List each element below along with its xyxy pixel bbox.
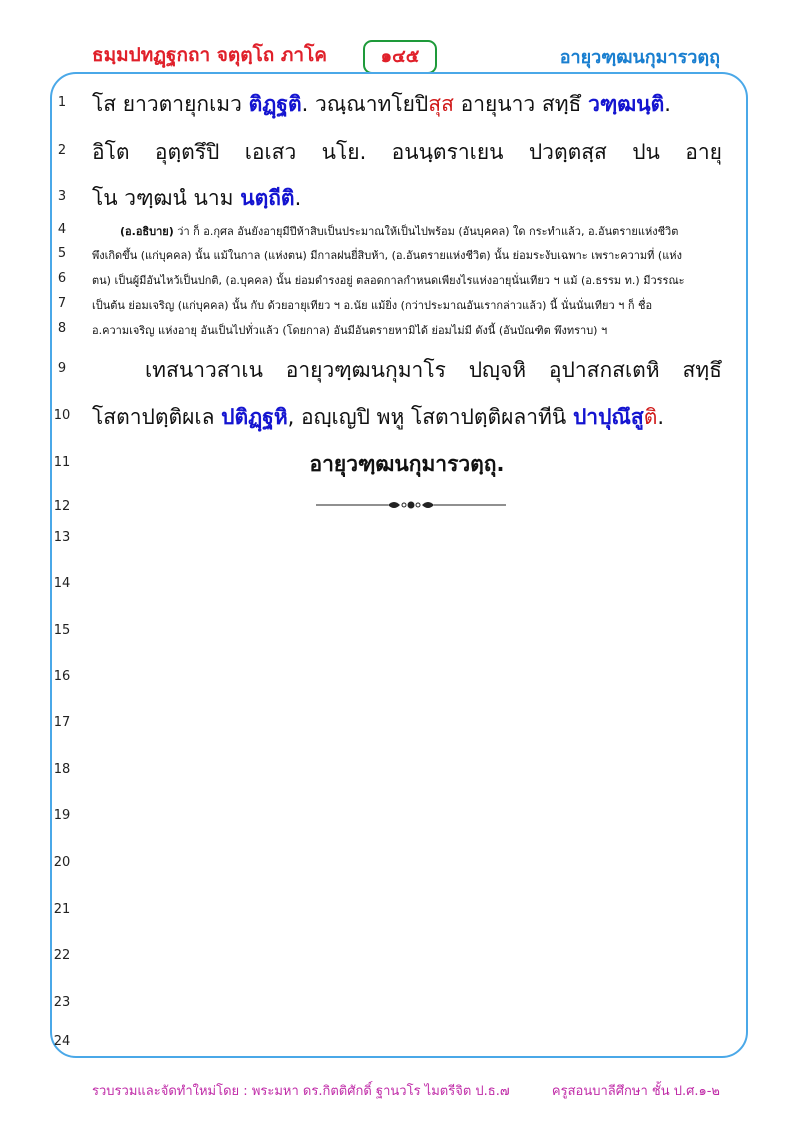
pali-text: . bbox=[294, 186, 302, 210]
pali-word: อายุวฑฺฒนกุมาโร bbox=[285, 358, 446, 382]
pali-text: . bbox=[657, 405, 665, 429]
line-number: 6 bbox=[57, 271, 67, 286]
footer-course: ครูสอนบาลีศึกษา ชั้น ป.ศ.๑-๒ bbox=[551, 1084, 720, 1099]
pali-text: โส ยาวตายุกเมว bbox=[92, 92, 242, 116]
line-number: 2 bbox=[57, 143, 67, 158]
line-number: 19 bbox=[53, 808, 71, 823]
pali-word: ปวตฺตสฺส bbox=[528, 140, 607, 164]
line-number: 15 bbox=[53, 623, 71, 638]
pali-word: ปน bbox=[632, 140, 660, 164]
pali-text: . วณฺณาทโยปิ bbox=[301, 92, 429, 116]
book-title: ธมฺมปทฏฺฐกถา จตุตฺโถ ภาโค bbox=[92, 44, 328, 66]
line-number: 3 bbox=[57, 189, 67, 204]
line-number: 10 bbox=[53, 408, 71, 423]
commentary-line-6: ตน) เป็นผู้มีอันไหว้เป็นปกติ, (อ.บุคคล) นั้น ย่อมดำรงอยู่ ตลอดกาลกำหนดเพียงไรแห่งอายุนั่นเทียว ฯ แม้ (อ.ธรรม ท.) มีวรรณะ bbox=[92, 274, 685, 287]
commentary-line-4 bbox=[120, 222, 722, 240]
line-number: 24 bbox=[53, 1034, 71, 1049]
footer bbox=[92, 1080, 720, 1101]
line-number: 12 bbox=[53, 499, 71, 514]
pali-verb: นตฺถีติ bbox=[240, 186, 295, 210]
pali-line-2 bbox=[92, 136, 722, 169]
line-number: 1 bbox=[57, 95, 67, 110]
pali-verb: ปติฏฺฐหิ bbox=[221, 405, 288, 429]
pali-line-10 bbox=[92, 401, 722, 434]
pali-verb: ติฏฺฐติ bbox=[248, 92, 302, 116]
pali-word: อายุ bbox=[685, 140, 722, 164]
pali-word: อุปาสกสเตหิ bbox=[548, 358, 660, 382]
line-number: 21 bbox=[53, 902, 71, 917]
footer-author: รวบรวมและจัดทำใหม่โดย : พระมหา ดร.กิตติศักดิ์ ฐานวโร ไมตรีจิต ป.ธ.๗ bbox=[92, 1084, 510, 1099]
pali-text: โสตาปตฺติผเล bbox=[92, 405, 215, 429]
pali-word: อุตฺตรึปิ bbox=[154, 140, 220, 164]
line-number: 13 bbox=[53, 530, 71, 545]
pali-text: . bbox=[664, 92, 671, 116]
commentary-line-7: เป็นต้น ย่อมเจริญ (แก่บุคคล) นั้น กับ ด้วยอายุเทียว ฯ อ.นัย แม้ยิ่ง (กว่าประมาณอันเรากล่าวแล้ว) นี้ นั่นนั่นเทียว ฯ ก็ ชื่อ bbox=[92, 299, 653, 312]
pali-word: เอเสว bbox=[244, 140, 297, 164]
line-number: 9 bbox=[57, 361, 67, 376]
pali-ending: สุส bbox=[428, 92, 454, 116]
page-frame bbox=[50, 72, 748, 1058]
ornament-divider bbox=[316, 498, 506, 512]
pali-line-3 bbox=[92, 182, 722, 215]
pali-word: อนนฺตราเยน bbox=[391, 140, 504, 164]
line-number: 17 bbox=[53, 715, 71, 730]
line-number: 22 bbox=[53, 948, 71, 963]
line-number: 5 bbox=[57, 246, 67, 261]
page-number: ๑๔๕ bbox=[363, 40, 437, 74]
commentary-text: ว่า ก็ อ.กุศล อันยังอายุมีปีห้าสิบเป็นประมาณให้เป็นไปพร้อม (อันบุคคล) ใด กระทำแล้ว, อ.อันตรายแห่งชีวิต bbox=[177, 225, 679, 238]
line-number: 7 bbox=[57, 296, 67, 311]
pali-word: ปญฺจหิ bbox=[468, 358, 527, 382]
pali-text: โน วฑฺฒนํ นาม bbox=[92, 186, 234, 210]
line-number: 16 bbox=[53, 669, 71, 684]
pali-text: , อญฺเญปิ พหู โสตาปตฺติผลาทีนิ bbox=[287, 405, 567, 429]
pali-word: สทฺธึ bbox=[682, 358, 722, 382]
pali-line-1 bbox=[92, 88, 722, 121]
line-number: 14 bbox=[53, 576, 71, 591]
pali-verb: ปาปุณึสู bbox=[572, 405, 644, 429]
line-number: 11 bbox=[53, 455, 71, 470]
pali-ending: ติ bbox=[643, 405, 658, 429]
pali-text: อายุนาว สทฺธึ bbox=[460, 92, 582, 116]
pali-word: เทสนาวสาเน bbox=[145, 358, 263, 382]
line-number: 23 bbox=[53, 995, 71, 1010]
chapter-title: อายุวฑฺฒนกุมารวตฺถุ bbox=[559, 47, 720, 68]
line-number: 20 bbox=[53, 855, 71, 870]
line-number: 18 bbox=[53, 762, 71, 777]
pali-word: อิโต bbox=[92, 140, 130, 164]
line-number: 4 bbox=[57, 222, 67, 237]
pali-line-9 bbox=[145, 354, 722, 387]
pali-verb: วฑฺฒนฺติ bbox=[588, 92, 665, 116]
pali-word: นโย. bbox=[321, 140, 367, 164]
story-end-title: อายุวฑฺฒนกุมารวตฺถุ. bbox=[309, 452, 505, 476]
commentary-line-5: พึงเกิดขึ้น (แก่บุคคล) นั้น แม้ในกาล (แห่งตน) มีกาลฝนยี่สิบห้า, (อ.อันตรายแห่งชีวิต) นั้น ย่อมระงับเฉพาะ เพราะความที่ (แห่ง bbox=[92, 249, 682, 262]
line-number: 8 bbox=[57, 321, 67, 336]
commentary-line-8: อ.ความเจริญ แห่งอายุ อันเป็นไปทั่วแล้ว (โดยกาล) อันมีอันตรายหามิได้ ย่อมไม่มี ดังนี้ (อันบัณฑิต พึงทราบ) ฯ bbox=[92, 324, 608, 337]
commentary-label: (อ.อธิบาย) bbox=[120, 225, 174, 238]
